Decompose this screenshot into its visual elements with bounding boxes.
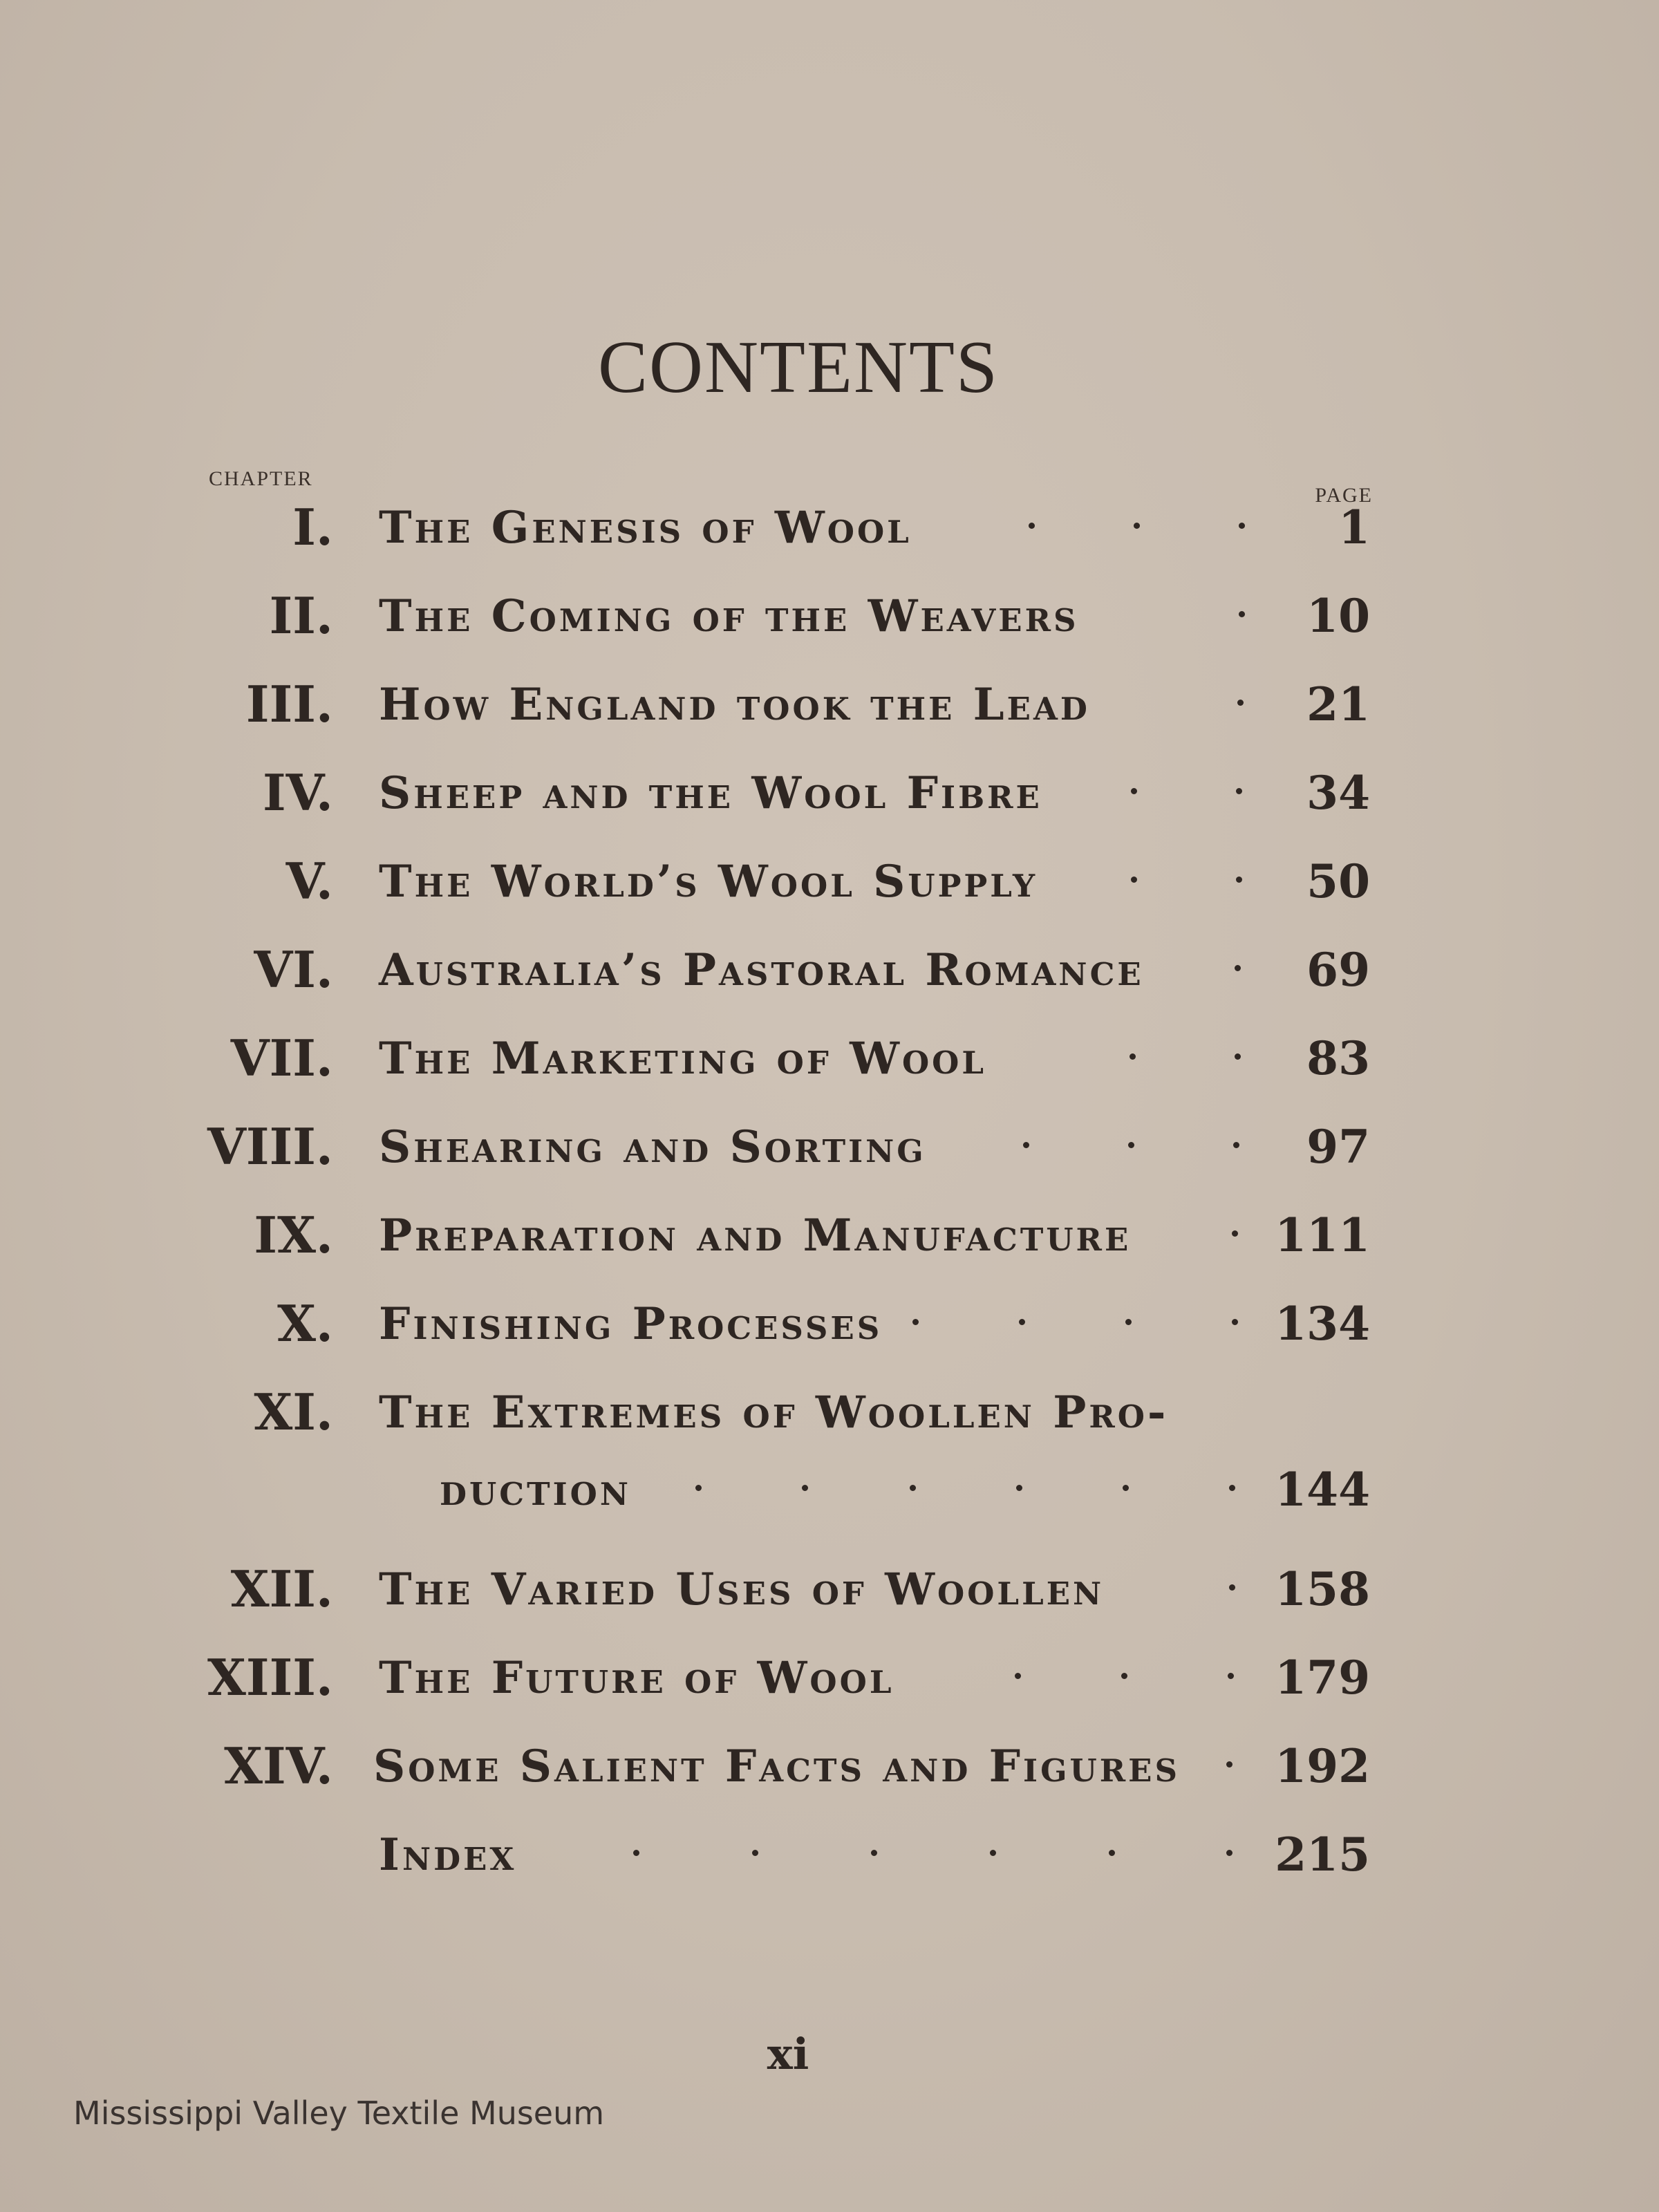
chapter-number: XIII. bbox=[207, 1648, 333, 1707]
leader-dots bbox=[0, 1736, 1659, 1806]
toc-entry bbox=[0, 498, 1659, 567]
leader-dots bbox=[0, 1648, 1659, 1717]
page-number: 111 bbox=[1275, 1208, 1370, 1262]
toc-entry bbox=[0, 1206, 1659, 1275]
chapter-title: Preparation and Manufacture bbox=[379, 1210, 1132, 1262]
page-number: 179 bbox=[1275, 1651, 1370, 1705]
page-number: 10 bbox=[1306, 589, 1370, 643]
page-number: 158 bbox=[1275, 1562, 1370, 1616]
toc-entry-index bbox=[0, 1825, 1659, 1894]
toc-entry bbox=[0, 1117, 1659, 1186]
chapter-number: IX. bbox=[254, 1206, 333, 1264]
page-number: 34 bbox=[1306, 766, 1370, 820]
page-number: 69 bbox=[1306, 943, 1370, 997]
chapter-number: III. bbox=[245, 675, 333, 733]
page-number: 215 bbox=[1275, 1828, 1370, 1882]
leader-dots bbox=[0, 586, 1659, 655]
chapter-title-continuation: duction bbox=[440, 1464, 631, 1516]
page-number: 83 bbox=[1306, 1031, 1370, 1085]
chapter-title: The Varied Uses of Woollen bbox=[379, 1564, 1105, 1615]
page-number: 192 bbox=[1275, 1739, 1370, 1793]
chapter-number: VII. bbox=[230, 1029, 333, 1087]
chapter-number: XII. bbox=[230, 1559, 333, 1618]
chapter-title: Some Salient Facts and Figures bbox=[373, 1741, 1180, 1792]
index-title: Index bbox=[379, 1829, 517, 1881]
chapter-title: The Coming of the Weavers bbox=[379, 590, 1079, 642]
toc-entry bbox=[0, 763, 1659, 832]
chapter-title: The Genesis of Wool bbox=[379, 502, 912, 554]
chapter-column-header: CHAPTER bbox=[209, 467, 313, 490]
toc-entry-continuation bbox=[0, 1460, 1659, 1529]
leader-dots bbox=[0, 1029, 1659, 1098]
page-number: 144 bbox=[1275, 1463, 1370, 1517]
toc-entry bbox=[0, 675, 1659, 744]
toc-entry bbox=[0, 1029, 1659, 1098]
chapter-title: How England took the Lead bbox=[379, 679, 1090, 731]
page-number: 97 bbox=[1306, 1120, 1370, 1174]
museum-watermark: Mississippi Valley Textile Museum bbox=[73, 2094, 605, 2132]
toc-entry bbox=[0, 1648, 1659, 1717]
chapter-title: The Extremes of Woollen Pro- bbox=[379, 1387, 1169, 1438]
leader-dots bbox=[0, 1206, 1659, 1275]
folio-page-number: xi bbox=[767, 2029, 809, 2079]
toc-entry bbox=[0, 940, 1659, 1009]
toc-entry bbox=[0, 1294, 1659, 1363]
page-number: 1 bbox=[1338, 500, 1370, 554]
chapter-title: The Future of Wool bbox=[379, 1652, 894, 1704]
chapter-number: I. bbox=[292, 498, 333, 556]
page-number: 50 bbox=[1306, 854, 1370, 908]
leader-dots bbox=[0, 763, 1659, 832]
leader-dots bbox=[0, 1825, 1659, 1894]
chapter-title: The World’s Wool Supply bbox=[379, 856, 1038, 908]
chapter-number: X. bbox=[277, 1294, 333, 1353]
toc-entry bbox=[0, 1382, 1659, 1452]
page-number: 21 bbox=[1306, 677, 1370, 731]
chapter-number: II. bbox=[269, 586, 333, 645]
chapter-title: The Marketing of Wool bbox=[379, 1033, 987, 1085]
leader-dots bbox=[0, 852, 1659, 921]
page-title: CONTENTS bbox=[598, 326, 999, 409]
chapter-number: V. bbox=[285, 852, 333, 910]
leader-dots bbox=[0, 675, 1659, 744]
chapter-number: XI. bbox=[254, 1382, 333, 1441]
page-number: 134 bbox=[1275, 1297, 1370, 1351]
chapter-title: Australia’s Pastoral Romance bbox=[379, 944, 1144, 996]
chapter-number: XIV. bbox=[224, 1736, 333, 1795]
page-column-header: PAGE bbox=[1315, 484, 1373, 507]
chapter-number: IV. bbox=[262, 763, 333, 822]
chapter-title: Sheep and the Wool Fibre bbox=[379, 767, 1042, 819]
leader-dots bbox=[0, 940, 1659, 1009]
leader-dots bbox=[0, 1117, 1659, 1186]
chapter-title: Finishing Processes bbox=[379, 1298, 883, 1350]
toc-entry bbox=[0, 1559, 1659, 1629]
leader-dots bbox=[0, 498, 1659, 567]
toc-entry bbox=[0, 586, 1659, 655]
leader-dots bbox=[0, 1294, 1659, 1363]
toc-entry bbox=[0, 852, 1659, 921]
toc-entry bbox=[0, 1736, 1659, 1806]
chapter-number: VI. bbox=[254, 940, 333, 999]
chapter-title: Shearing and Sorting bbox=[379, 1121, 926, 1173]
chapter-number: VIII. bbox=[207, 1117, 333, 1176]
leader-dots bbox=[0, 1559, 1659, 1629]
leader-dots bbox=[0, 1460, 1659, 1529]
